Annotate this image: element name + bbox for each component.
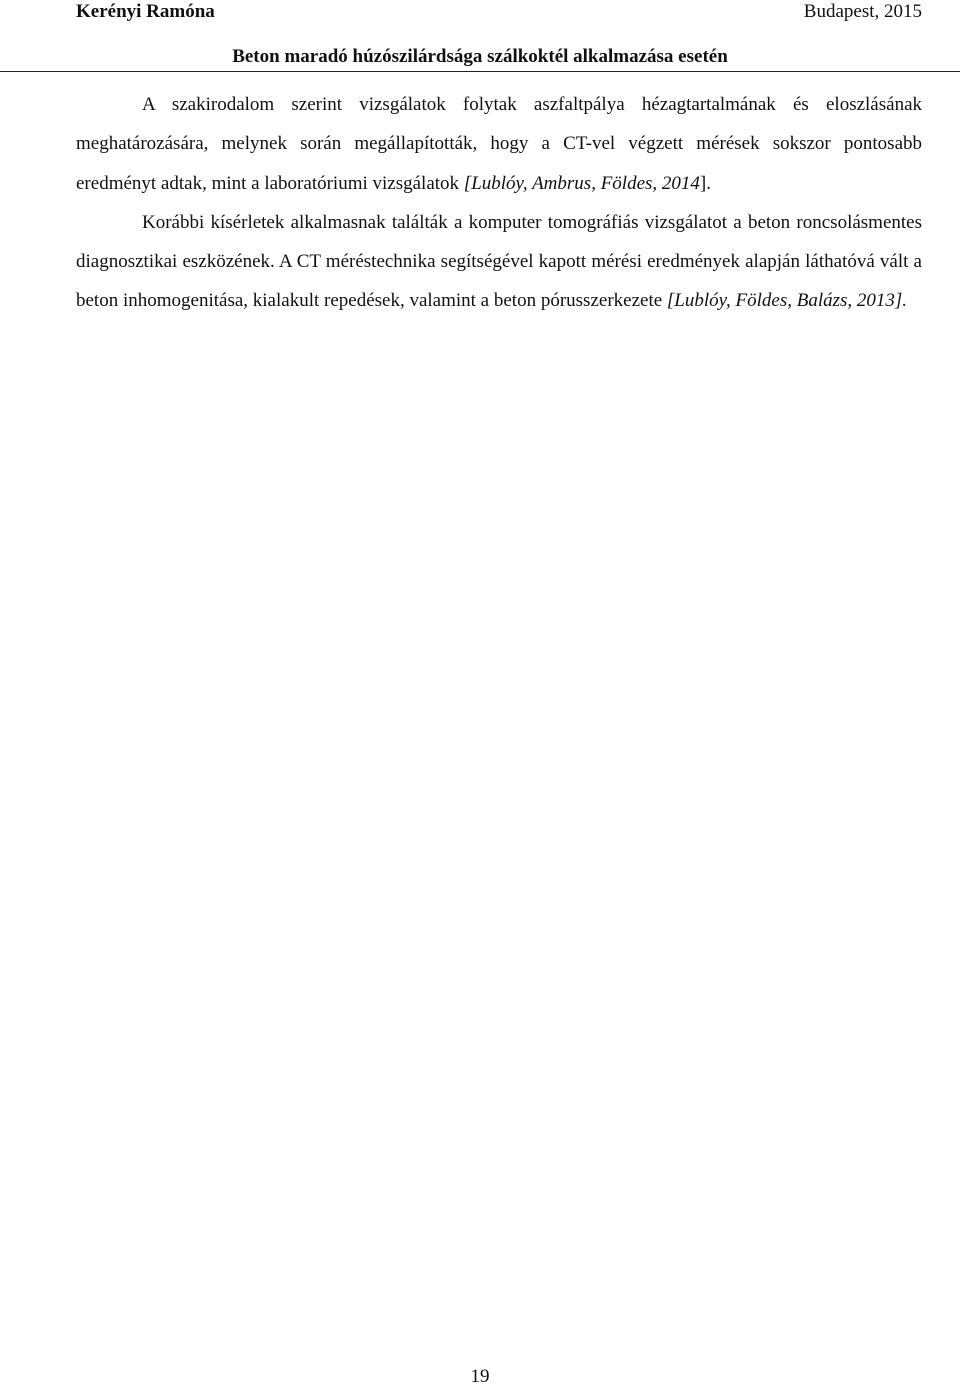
paragraph-1-tail: ].: [699, 172, 711, 194]
header-title: Beton maradó húzószilárdsága szálkoktél alkalmazása esetén: [232, 46, 728, 67]
page-number: 19: [470, 1366, 490, 1387]
page-header: [76, 0, 922, 24]
paragraph-2-text: Korábbi kísérletek alkalmasnak találták a komputer tomográfiás vizsgálatot a beton roncsolásmentes diagnosztikai eszközének. A CT méréstechnika segítségével kapott mérési eredmények alapján láthatóvá vált a beton inhomogenitása, kialakult repedések, valamint a beton pórusszerkezete: [76, 211, 922, 312]
paragraph-2-citation: [Lublóy, Földes, Balázs, 2013].: [666, 290, 908, 312]
paragraph-2: [76, 203, 922, 321]
header-author: Kerényi Ramóna: [76, 1, 215, 22]
body-text: [76, 85, 922, 321]
header-place-year: Budapest, 2015: [803, 1, 922, 22]
header-divider: [0, 71, 960, 72]
paragraph-1-text: A szakirodalom szerint vizsgálatok folytak aszfaltpálya hézagtartalmának és eloszlásának meghatározására, melynek során megállapították, hogy a CT-vel végzett mérések sokszor pontosabb eredményt adtak, mint a laboratóriumi vizsgálatok: [76, 94, 922, 194]
paragraph-1: [76, 85, 922, 203]
paragraph-1-citation: [Lublóy, Ambrus, Földes, 2014: [463, 172, 700, 194]
